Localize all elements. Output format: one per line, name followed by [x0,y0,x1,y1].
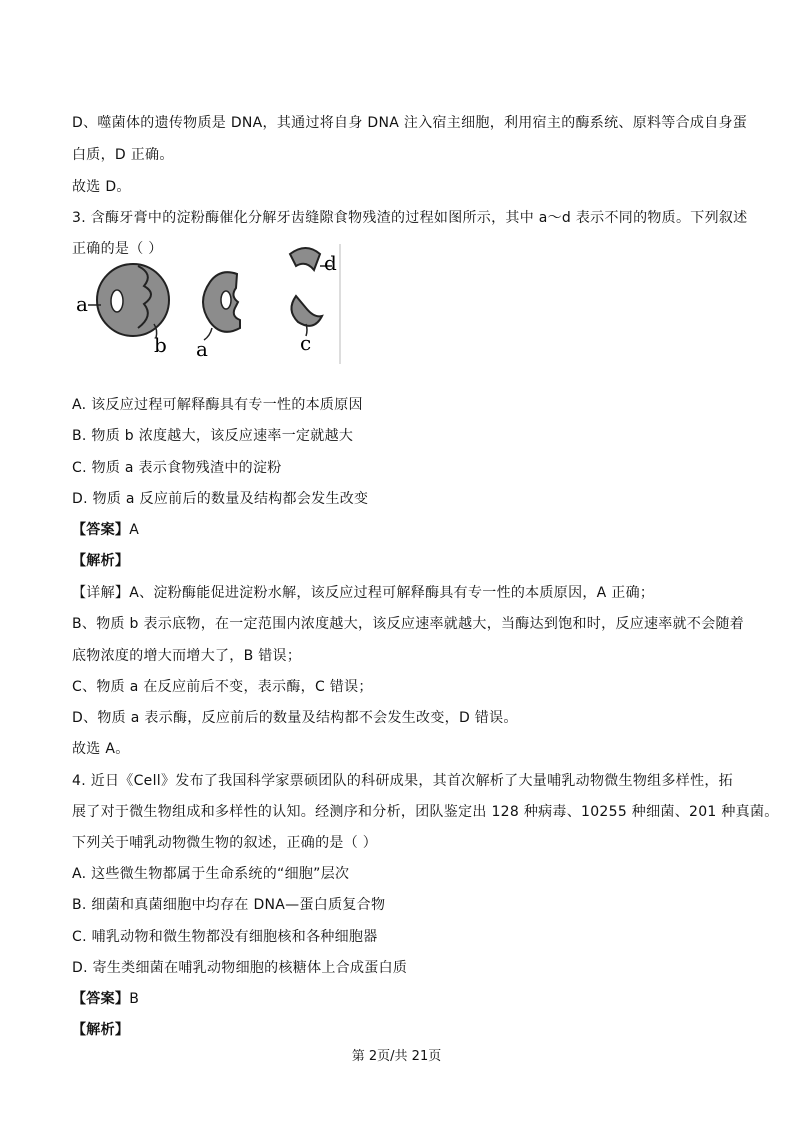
enzyme-reaction-figure [70,244,360,364]
q4-analysis-tag: 【解析】 [72,1022,130,1038]
q2-option-d-explanation-cont: 白质，D 正确。 [72,147,174,163]
q3-analysis-tag: 【解析】 [72,553,130,569]
q3-conclusion: 故选 A。 [72,741,130,757]
page-number: 第 2页/共 21页 [351,1049,442,1064]
answer-value: A [129,522,140,538]
q3-answer [72,521,139,539]
label-d: d [324,251,337,275]
q3-option-d: D. 物质 a 反应前后的数量及结构都会发生改变 [72,491,369,507]
q3-detail-d: D、物质 a 表示酶，反应前后的数量及结构都不会发生改变，D 错误。 [72,710,518,726]
q4-option-b: B. 细菌和真菌细胞中均存在 DNA—蛋白质复合物 [72,897,386,913]
q4-option-a: A. 这些微生物都属于生命系统的“细胞”层次 [72,866,350,882]
q3-option-a: A. 该反应过程可解释酶具有专一性的本质原因 [72,397,363,413]
q3-option-b: B. 物质 b 浓度越大，该反应速率一定就越大 [72,428,354,444]
label-a-middle: a [196,337,208,361]
free-enzyme [203,272,240,340]
answer-value: B [129,991,140,1007]
q2-option-d-explanation: D、噬菌体的遗传物质是 DNA，其通过将自身 DNA 注入宿主细胞，利用宿主的酶系统、原料等合成自身蛋 [72,115,748,131]
q4-option-d: D. 寄生类细菌在哺乳动物细胞的核糖体上合成蛋白质 [72,960,408,976]
q3-detail-b-cont: 底物浓度的增大而增大了，B 错误； [72,648,302,664]
q3-detail-c: C、物质 a 在反应前后不变，表示酶，C 错误； [72,679,373,695]
q3-detail-b: B、物质 b 表示底物，在一定范围内浓度越大，该反应速率就越大，当酶达到饱和时，反应速率就不会随着 [72,616,745,632]
q3-stem: 3. 含酶牙膏中的淀粉酶催化分解牙齿缝隙食物残渣的过程如图所示，其中 a～d 表示不同的物质。下列叙述 [72,210,748,226]
q4-answer [72,990,139,1008]
enzyme-diagram [70,244,360,364]
answer-tag: 【答案】 [72,522,130,538]
q3-stem-cont: 正确的是（ ） [72,241,163,257]
q4-option-c: C. 哺乳动物和微生物都没有细胞核和各种细胞器 [72,929,378,945]
q3-option-c: C. 物质 a 表示食物残渣中的淀粉 [72,460,282,476]
label-b: b [154,333,167,357]
enzyme-substrate-complex [88,264,169,338]
q4-stem-cont: 展了对于微生物组成和多样性的认知。经测序和分析，团队鉴定出 128 种病毒、10255 种细菌、201 种真菌。 [72,804,779,820]
answer-tag: 【答案】 [72,991,130,1007]
label-a-left: a [76,292,88,316]
label-c: c [300,331,312,355]
q4-stem-question: 下列关于哺乳动物微生物的叙述，正确的是（ ） [72,835,378,851]
q2-conclusion: 故选 D。 [72,179,131,195]
q3-detail-a: 【详解】A、淀粉酶能促进淀粉水解，该反应过程可解释酶具有专一性的本质原因，A 正确； [72,585,655,601]
q4-stem: 4. 近日《Cell》发布了我国科学家票硕团队的科研成果，其首次解析了大量哺乳动物微生物组多样性，拓 [72,773,733,789]
